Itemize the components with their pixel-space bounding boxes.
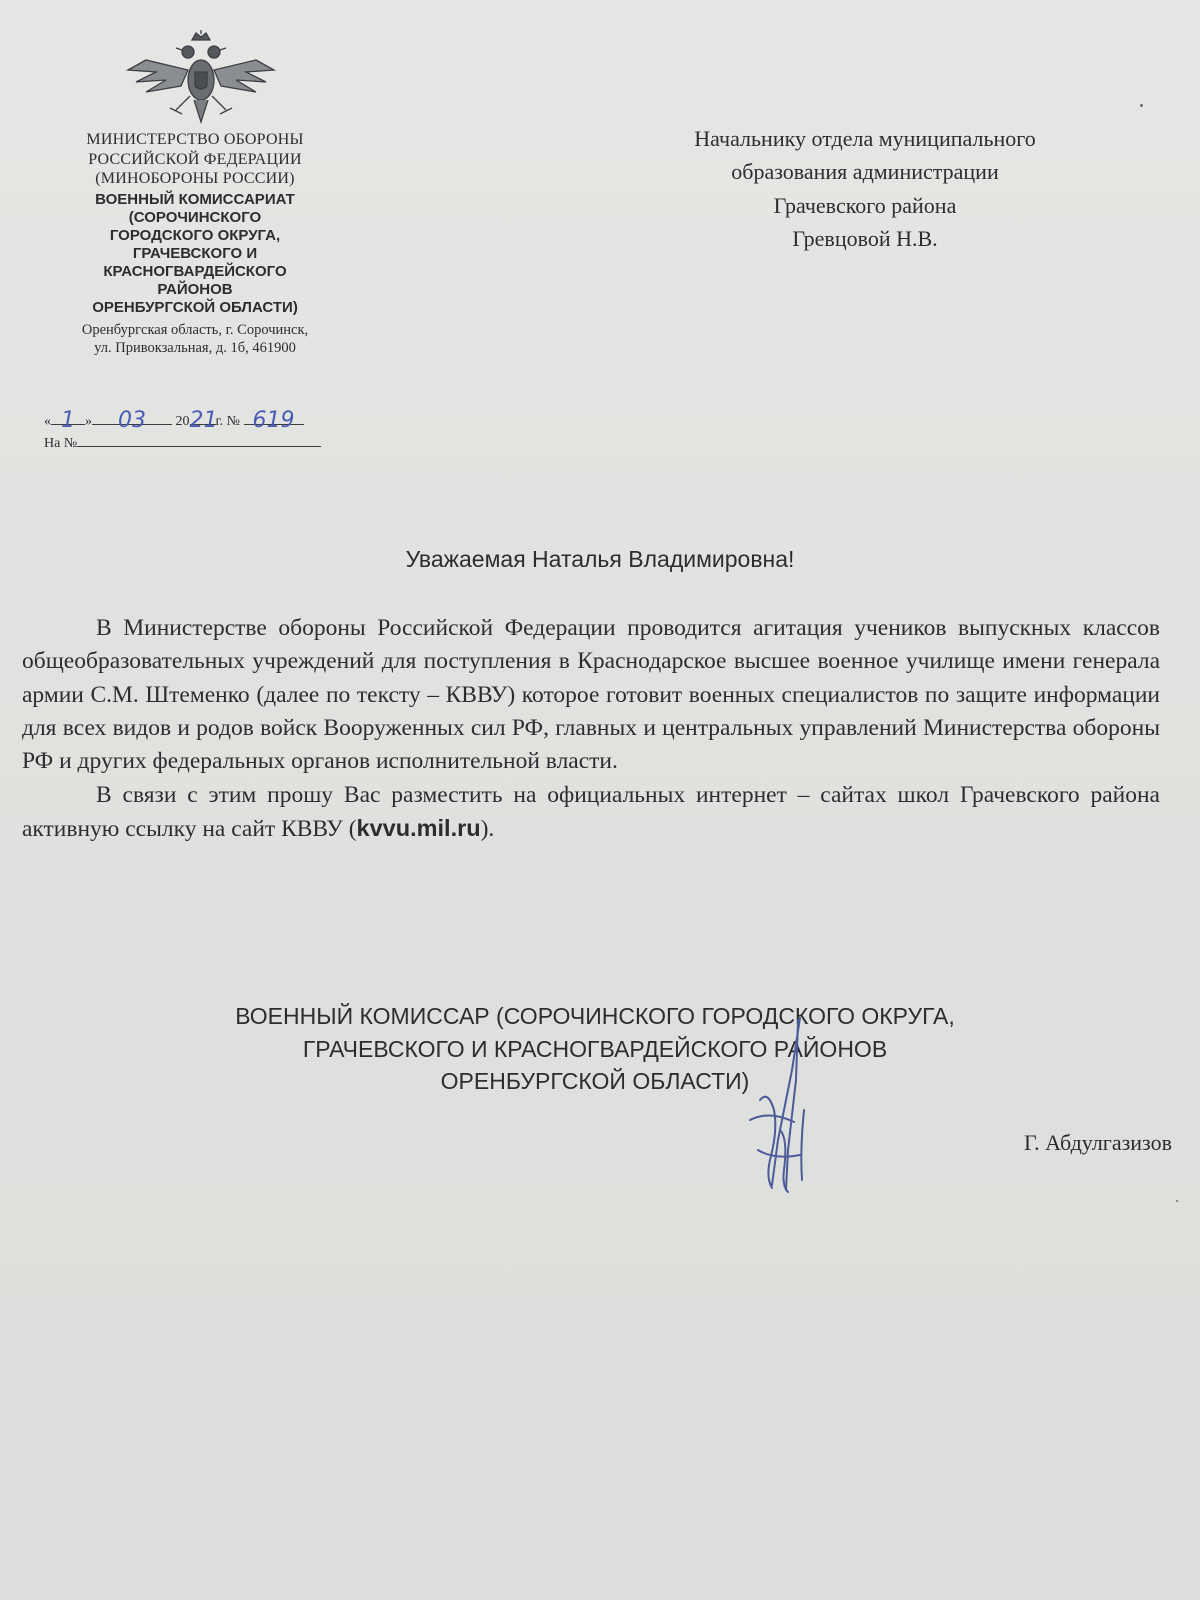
sender-organization-block — [40, 130, 350, 358]
paragraph-2-end: ). — [480, 816, 495, 843]
website-link[interactable]: kvvu.mil.ru — [356, 815, 481, 842]
reference-line — [44, 432, 321, 452]
ministry-line: МИНИСТЕРСТВО ОБОРОНЫ — [86, 131, 304, 148]
signatory-title-line: ГРАЧЕВСКОГО И КРАСНОГВАРДЕЙСКОГО РАЙОНОВ — [302, 1035, 888, 1062]
handwritten-signature — [730, 1010, 820, 1200]
reference-label: На № — [44, 436, 78, 451]
signatory-title — [40, 1000, 1150, 1098]
paper-speck — [1176, 1200, 1178, 1202]
reg-year-label: г. — [215, 414, 224, 429]
commissariat-line: ВОЕННЫЙ КОМИССАРИАТ — [95, 190, 295, 208]
commissariat-line: ГОРОДСКОГО ОКРУГА, — [109, 226, 281, 244]
addressee-line: Грачевского района — [773, 192, 957, 218]
commissariat-line: РАЙОНОВ — [157, 280, 233, 298]
commissariat-line: ГРАЧЕВСКОГО И — [132, 244, 258, 262]
paragraph-2-text: В связи с этим прошу Вас разместить на официальных интернет – сайтах школ Грачевского района активную ссылку на сайт КВВУ ( — [22, 781, 1160, 843]
commissariat-name — [40, 191, 350, 317]
reg-month-field — [92, 406, 172, 433]
reg-year-field — [189, 406, 218, 433]
reg-number-handwritten: 619 — [252, 408, 295, 433]
signatory-title-line: ОРЕНБУРГСКОЙ ОБЛАСТИ) — [440, 1068, 750, 1095]
commissariat-line: ОРЕНБУРГСКОЙ ОБЛАСТИ) — [92, 298, 298, 316]
ministry-line: РОССИЙСКОЙ ФЕДЕРАЦИИ — [88, 150, 302, 168]
double-headed-eagle-emblem — [126, 30, 276, 130]
signatory-title-line: ВОЕННЫЙ КОМИССАР (СОРОЧИНСКОГО ГОРОДСКОГО ОКРУГА, — [235, 1003, 955, 1029]
address-line: Оренбургская область, г. Сорочинск, — [81, 321, 309, 338]
salutation: Уважаемая Наталья Владимировна! — [405, 546, 795, 572]
body-paragraph-1: В Министерстве обороны Российской Федерации проводится агитация учеников выпускных классов общеобразовательных учреждений для поступления в Краснодарское высшее военное училище имени генерала армии С.М. Штеменко (далее по тексту – КВВУ) которое готовит военных специалистов по защите информации для всех видов и родов войск Вооруженных сил РФ, главных и центральных управлений Министерства обороны РФ и других федеральных органов исполнительной власти. — [22, 615, 1160, 775]
address-line: ул. Привокзальная, д. 1б, 461900 — [94, 340, 296, 357]
registration-line: « 1 » 03 2021г. № 619 — [44, 406, 344, 430]
reg-year-prefix: 20 — [175, 414, 190, 429]
reg-number-label: № — [226, 414, 241, 429]
sender-address — [40, 321, 350, 359]
reference-field — [77, 432, 321, 447]
addressee-block — [600, 122, 1130, 256]
ministry-line: (МИНОБОРОНЫ РОССИИ) — [95, 170, 295, 188]
reg-month-handwritten: 03 — [118, 408, 146, 433]
reg-day-field — [51, 406, 85, 433]
reg-number-field — [244, 406, 304, 433]
reg-year-handwritten: 21 — [189, 408, 218, 433]
ministry-name — [40, 130, 350, 189]
commissariat-line: (СОРОЧИНСКОГО — [128, 208, 262, 226]
paper-speck — [1140, 104, 1143, 107]
reg-day-handwritten: 1 — [61, 408, 75, 433]
addressee-line: Начальнику отдела муниципального — [694, 126, 1036, 151]
letter-body — [22, 612, 1160, 847]
body-paragraph-2 — [22, 779, 1160, 847]
signatory-name: Г. Абдулгазизов — [1023, 1130, 1172, 1155]
addressee-line: образования администрации — [731, 159, 999, 185]
addressee-line: Гревцовой Н.В. — [792, 226, 938, 252]
commissariat-line: КРАСНОГВАРДЕЙСКОГО — [103, 262, 287, 280]
